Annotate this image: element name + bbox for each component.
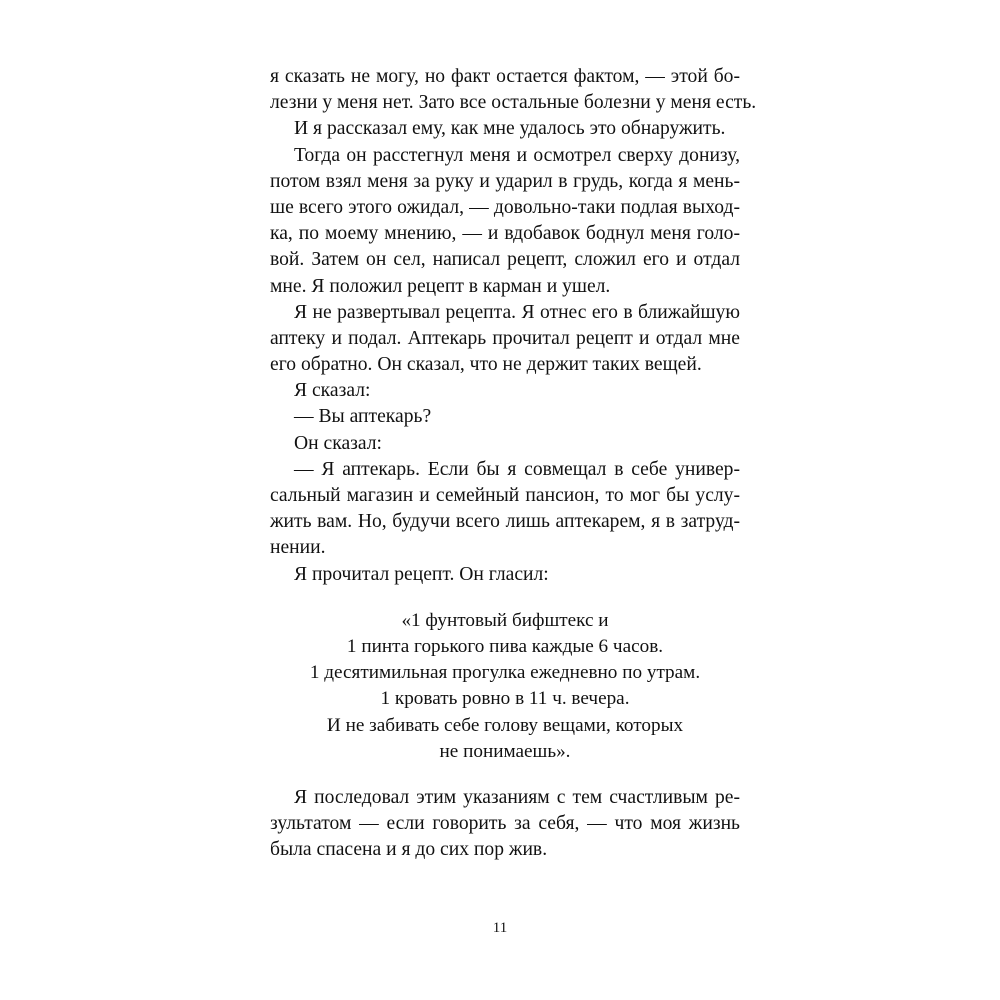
body-paragraphs [270,64,757,588]
text-line: лезни у меня нет. Зато все остальные болезни у меня есть. [270,92,757,114]
closing-paragraph [270,785,740,864]
text-line: ка, по моему мнению, — и вдобавок боднул меня голо- [270,223,740,245]
text-line: Я прочитал рецепт. Он гласил: [294,563,549,585]
page-number: 11 [492,920,508,932]
prescription-line: «1 фунтовый бифштекс и [401,609,609,631]
text-line: я сказать не могу, но факт остается фактом, — этой бо- [270,66,740,87]
text-line: сальный магазин и семейный пансион, то мог бы услу- [270,485,740,506]
text-line: Я последовал этим указаниям с тем счастливым ре- [294,786,740,808]
text-line: Я сказал: [294,380,371,402]
text-line: — Вы аптекарь? [294,406,432,428]
text-line: аптеку и подал. Аптекарь прочитал рецепт и отдал мне [270,327,740,349]
text-line: жить вам. Но, будучи всего лишь аптекарем, я в затруд- [270,511,740,533]
text-line: была спасена и я до сих пор жив. [270,839,548,861]
text-line: нении. [270,537,326,559]
text-line: вой. Затем он сел, написал рецепт, сложил его и отдал [270,249,740,271]
text-line: мне. Я положил рецепт в карман и ушел. [270,275,611,297]
prescription-line: не понимаешь». [439,740,571,762]
prescription-line: 1 десятимильная прогулка ежедневно по утрам. [309,662,701,684]
prescription-block [270,608,740,765]
prescription-line: И не забивать себе голову вещами, которых [326,714,684,736]
text-line: — Я аптекарь. Если бы я совмещал в себе универ- [294,458,740,480]
text-line: Он сказал: [294,432,382,454]
prescription-line: 1 пинта горького пива каждые 6 часов. [346,635,664,657]
text-line: ше всего этого ожидал, — довольно-таки подлая выход- [270,196,740,218]
text-line: Тогда он расстегнул меня и осмотрел сверху донизу, [294,144,740,166]
text-line: потом взял меня за руку и ударил в грудь, когда я мень- [270,170,740,192]
text-line: Я не развертывал рецепта. Я отнес его в ближайшую [294,301,740,323]
text-line: зультатом — если говорить за себя, — что моя жизнь [270,813,740,835]
prescription-line: 1 кровать ровно в 11 ч. вечера. [380,688,630,710]
book-page-text [270,64,757,863]
text-line: И я рассказал ему, как мне удалось это обнаружить. [294,118,726,140]
text-line: его обратно. Он сказал, что не держит таких вещей. [270,354,702,376]
